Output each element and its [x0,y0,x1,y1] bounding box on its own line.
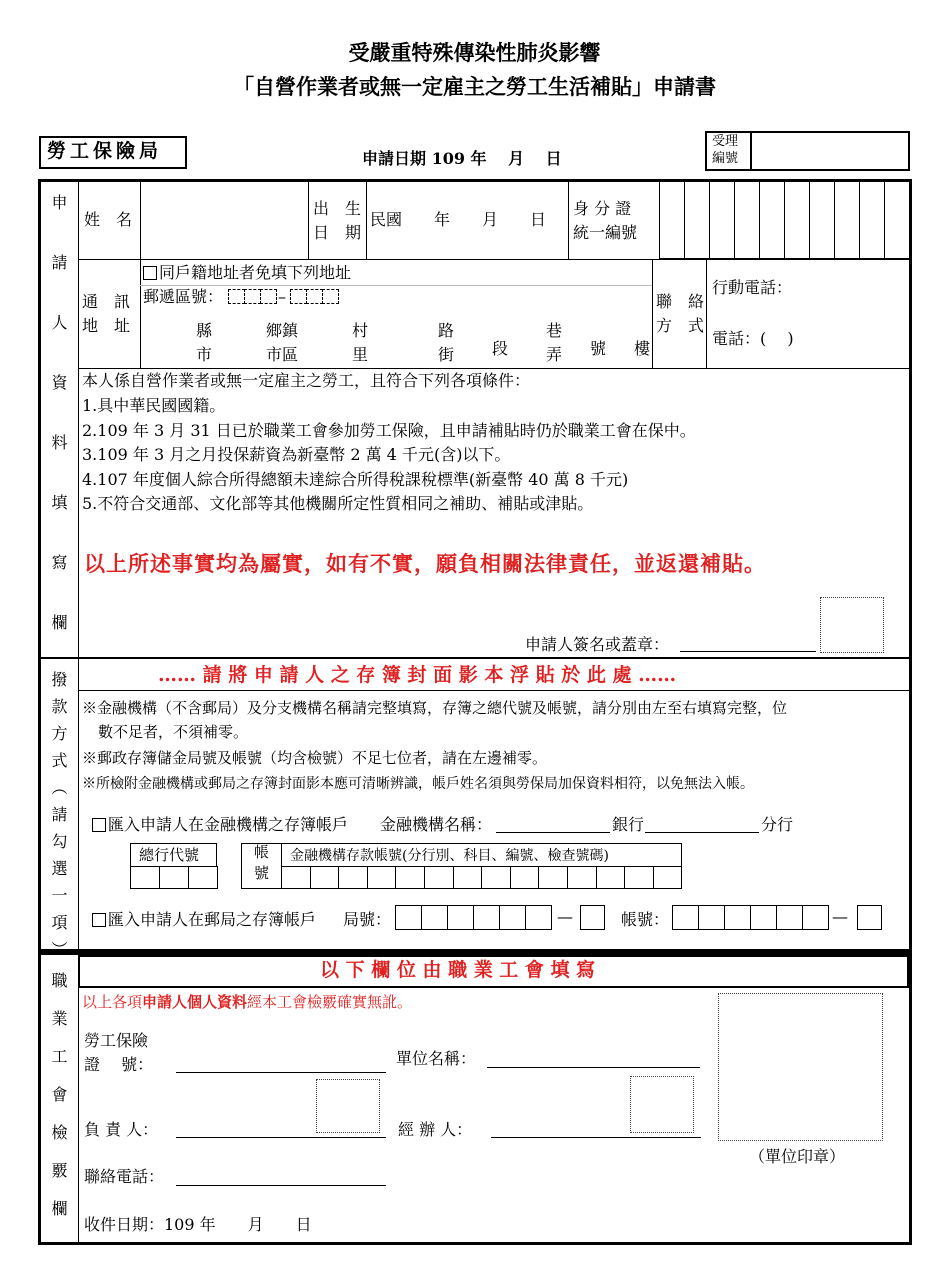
bank-name-field[interactable] [496,832,610,833]
applicant-side-label: 申 請 人 資 料 填 寫 欄 [51,193,68,632]
leader-seal-box[interactable] [316,1079,380,1133]
handler-field[interactable] [491,1137,701,1138]
leader-field[interactable] [176,1137,386,1138]
addr-road: 路 [438,321,455,340]
address-label-2: 地 址 [82,316,131,335]
receipt-number-label: 受理 編號 [712,134,739,166]
payment-side-label: 撥 款 方 式 ︵ 請 勾 選 一 項 ︶ [51,670,68,959]
handler-seal-box[interactable] [630,1076,694,1133]
condition-1: 1.具中華民國國籍。 [82,396,226,415]
addr-section: 段 [492,339,509,358]
declaration: 以上所述事實均為屬實，如有不實，願負相關法律責任，並返還補貼。 [84,551,766,576]
address-label-1: 通 訊 [82,292,131,311]
branch-name-field[interactable] [645,832,759,833]
post-office-number-cells[interactable] [395,905,551,930]
condition-4: 4.107 年度個人綜合所得總額未達綜合所得稅課稅標準(新臺幣 40 萬 8 千元) [82,470,629,489]
statement: 本人係自營作業者或無一定雇主之勞工，且符合下列各項條件： [82,371,531,390]
signature-line[interactable] [680,651,816,652]
payment-note-1b: 數不足者，不須補零。 [98,723,249,741]
addr-lane: 巷 [546,321,563,340]
post-account-option[interactable]: 匯入申請人在郵局之存簿帳戶 [92,911,316,929]
addr-city: 市 [196,345,213,364]
addr-alley: 弄 [546,345,563,364]
signature-seal-box[interactable] [820,597,884,653]
addr-county: 縣 [196,321,213,340]
agency-name: 勞工保險局 [47,140,163,162]
condition-5: 5.不符合交通部、文化部等其他機關所定性質相同之補助、補貼或津貼。 [82,494,594,513]
form-title-line2: 「自營作業者或無一定雇主之勞工生活補貼」申請書 [233,74,716,99]
contact-label-2: 方 式 [656,316,705,335]
post-account-check-cell[interactable] [857,905,881,930]
receive-date: 收件日期：109 年 月 日 [84,1215,312,1234]
head-code-cells[interactable] [130,866,217,889]
bank-label: 銀行 [612,815,645,834]
contact-label-1: 聯 絡 [656,292,705,311]
addr-number: 號 [590,339,607,358]
head-code-label: 總行代號 [139,846,200,864]
account-description: 金融機構存款帳號(分行別、科目、編號、檢查號碼) [290,848,609,864]
payment-note-1a: ※金融機構（不含郵局）及分支機構名稱請完整填寫，存簿之總代號及帳號，請分別由左至右填寫完整，位 [82,699,788,717]
birth-label-2: 日 期 [313,223,362,242]
union-contact-field[interactable] [176,1185,386,1186]
insurance-label-2: 證 號： [84,1055,154,1074]
birth-label-1: 出 生 [313,199,362,218]
post-account-number-cells[interactable] [672,905,828,930]
unit-name-field[interactable] [487,1067,700,1068]
name-field[interactable] [141,182,307,258]
union-side-label: 職 業 工 會 檢 覈 欄 [51,971,68,1218]
condition-3: 3.109 年 3 月之月投保薪資為新臺幣 2 萬 4 千元(含)以下。 [82,445,511,464]
name-label: 姓 名 [84,210,133,229]
post-office-label: 局號： [343,910,392,929]
insurance-number-field[interactable] [176,1072,386,1073]
leader-label: 負 責 人： [84,1120,159,1139]
addr-district: 市區 [266,345,299,364]
payment-note-2: ※郵政存簿儲金局號及帳號（均含檢號）不足七位者，請在左邊補零。 [82,749,548,767]
insurance-label-1: 勞工保險 [84,1031,149,1050]
postal-code-label: 郵遞區號： [143,287,224,306]
addr-floor: 樓 [634,339,651,358]
unit-name-label: 單位名稱： [396,1049,477,1068]
id-label-2: 統一編號 [573,223,638,242]
id-number-cells[interactable] [659,181,909,259]
post-office-check-cell[interactable] [580,905,604,930]
account-label-2: 號 [254,864,270,882]
union-seal-label: （單位印章） [749,1147,846,1166]
form-title-line1: 受嚴重特殊傳染性肺炎影響 [348,40,601,65]
id-label-1: 身 分 證 [573,199,632,218]
same-address-checkbox[interactable]: 同戶籍地址者免填下列地址 [143,264,351,282]
mobile-phone-field[interactable]: 行動電話： [712,278,793,297]
addr-neighborhood: 里 [352,345,369,364]
addr-township: 鄉鎮 [266,321,299,340]
union-verification: 以上各項申請人個人資料經本工會檢覈確實無訛。 [82,993,413,1011]
apply-date: 申請日期 109 年 月 日 [362,149,562,168]
account-number-cells[interactable] [281,866,681,889]
addr-street: 街 [438,345,455,364]
post-account-label: 帳號： [621,910,670,929]
union-seal-box[interactable] [718,993,883,1141]
payment-note-3: ※所檢附金融機構或郵局之存簿封面影本應可清晰辨識，帳戶姓名須與勞保局加保資料相符，以免無法入帳。 [82,776,754,792]
union-heading: 以 下 欄 位 由 職 業 工 會 填 寫 [320,959,596,981]
account-label-1: 帳 [254,843,270,861]
paste-passbook-note: …… 請 將 申 請 人 之 存 簿 封 面 影 本 浮 貼 於 此 處 …… [158,664,677,686]
postal-code-cells-b[interactable] [290,289,338,304]
signature-label: 申請人簽名或蓋章： [525,635,670,654]
bank-account-option[interactable]: 匯入申請人在金融機構之存簿帳戶 [92,816,348,834]
handler-label: 經 辦 人： [398,1120,473,1139]
union-contact-label: 聯絡電話： [84,1167,165,1186]
condition-2: 2.109 年 3 月 31 日已於職業工會參加勞工保險，且申請補貼時仍於職業工會在保中。 [82,421,696,440]
postal-code-cells-a[interactable] [228,289,276,304]
phone-field[interactable]: 電話：( ) [712,329,794,348]
birth-date-field[interactable]: 民國 年 月 日 [370,210,547,229]
bank-name-label: 金融機構名稱： [380,815,493,834]
addr-village: 村 [352,321,369,340]
branch-label: 分行 [761,815,794,834]
